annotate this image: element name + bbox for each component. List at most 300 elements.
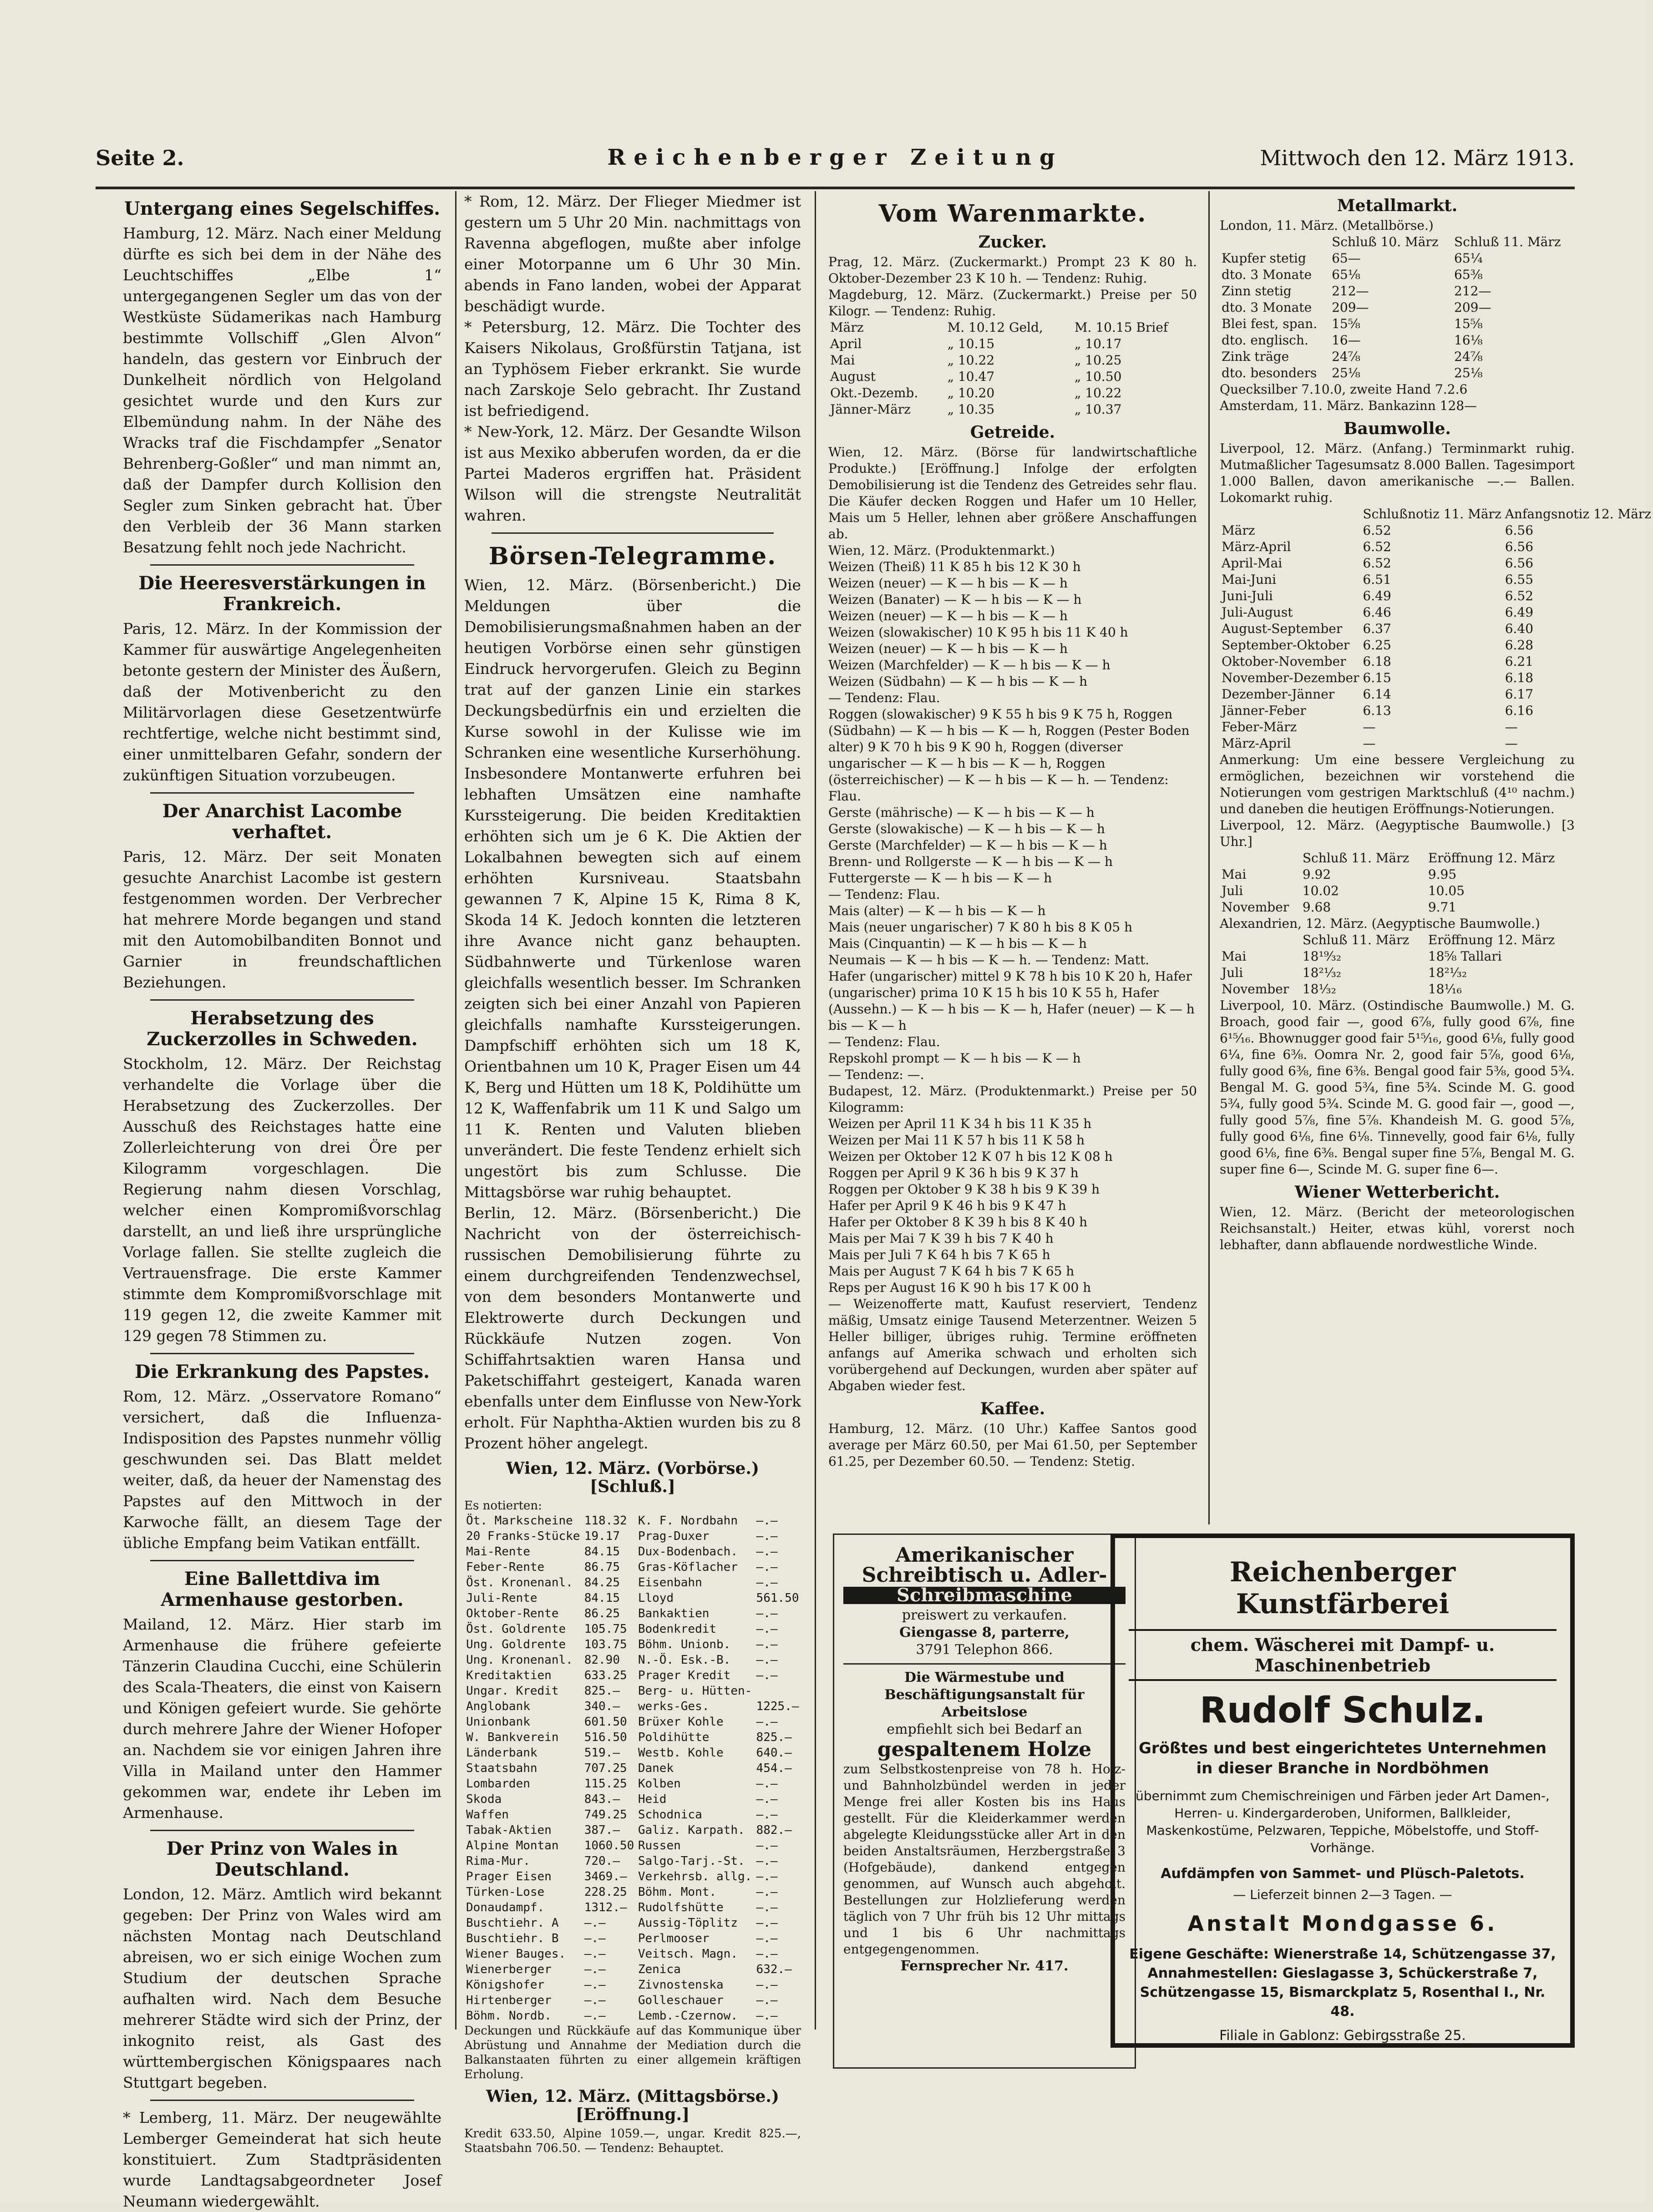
list-item: Weizen (Banater) — K — h bis — K — h [828,592,1082,607]
table-row [464,1869,801,1884]
table-row [1220,267,1575,283]
table-cell: Galiz. Karpath. [638,1823,745,1837]
table-cell: —.— [756,1529,778,1543]
table-row [464,1668,801,1683]
table-cell: Lombarden [466,1777,530,1791]
table-cell: Zinn stetig [1222,283,1292,299]
table-cell: Mai [1222,949,1247,964]
table-cell: Bodenkredit [638,1622,717,1636]
table-row [1220,866,1575,883]
table-cell: Danek [638,1762,674,1775]
table-cell: —.— [756,1514,778,1528]
table-cell: — [1363,719,1376,734]
table-row [1220,735,1653,752]
article-headline: Eine Ballettdiva im Armenhause gestorben. [161,1568,404,1610]
table-cell: Kreditaktien [466,1669,552,1682]
list-item: — Tendenz: —. [828,1067,924,1082]
table-cell: Öst. Kronenanl. [466,1576,573,1589]
table-cell: Alpine Montan [466,1839,559,1853]
table-cell: 633.25 [584,1669,627,1682]
ad-line: Amerikanischer [895,1544,1074,1567]
table-cell: Brüxer Kohle [638,1715,724,1729]
market-text: Alexandrien, 12. März. (Aegyptische Baumwolle.) [1220,916,1540,931]
table-cell: —.— [584,1978,606,1992]
table-row [464,1761,801,1776]
table-cell: Oktober-November [1222,654,1346,669]
table-cell: „ 10.20 [947,385,995,400]
table-cell: 6.18 [1505,670,1534,685]
table-cell: Öt. Markscheine [466,1514,573,1528]
table-cell: 6.14 [1363,687,1391,702]
table-cell: 9.71 [1428,900,1457,915]
table-row [464,1559,801,1575]
table-row [1220,332,1575,349]
table-cell: Tabak-Aktien [466,1823,552,1837]
subsection-headline: Wiener Wetterbericht. [1294,1183,1500,1202]
table-cell: Prager Kredit [638,1669,731,1682]
table-cell: 749.25 [584,1808,627,1822]
table-cell: Okt.-Dezemb. [830,385,918,400]
table-cell: 6.49 [1363,588,1391,603]
table-cell: Skoda [466,1792,502,1806]
table-cell: —.— [756,1994,778,2007]
column-header: Schluß 10. März [1332,234,1439,249]
table-cell: 516.50 [584,1731,627,1744]
cotton-table [1220,506,1653,752]
list-item: Mais per Juli 7 K 64 h bis 7 K 65 h [828,1247,1050,1262]
ad-line: Filiale in Gablonz: Gebirgsstraße 25. [1219,2028,1466,2044]
table-row [1220,981,1575,997]
table-cell: 1060.50 [584,1839,634,1853]
table-cell: Böhm. Unionb. [638,1638,731,1651]
subsection-headline: Getreide. [970,423,1055,442]
table-row [464,1513,801,1529]
table-cell: 25⅛ [1332,365,1360,380]
table-row [464,1792,801,1807]
table-cell: Mai-Rente [466,1545,530,1559]
table-cell: 19.17 [584,1529,620,1543]
table-cell: werks-Ges. [638,1700,710,1713]
table-cell: —.— [756,1669,778,1682]
table-cell: 6.49 [1505,605,1534,620]
column-3 [828,191,1210,1524]
table-cell: — [1363,736,1376,751]
table-cell: „ 10.50 [1074,369,1122,384]
table-cell: „ 10.15 [947,336,995,351]
table-cell: dto. 3 Monate [1222,267,1312,282]
article-text: Stockholm, 12. März. Der Reichstag verhandelte die Vorlage über die Herabsetzung des Zuckerzolles. Der Ausschuß des Reichstages hatte eine Zollerleichterung von drei Öre per Kilogramm vorgeschlagen. Die Regierung nahm diesen Vorschlag, welcher einen Kompromißvorschlag darstellt, an und ließ ihre ursprüngliche Vorlage fallen. Sie stellte zugleich die Vertrauensfrage. Die erste Kammer stimmte dem Kompromißvorschlage mit 119 gegen 12, die zweite Kammer mit 129 gegen 78 Stimmen zu. [123,1055,441,1345]
table-cell: 340.— [584,1700,620,1713]
table-cell: 825.— [584,1684,620,1698]
table-cell: 228.25 [584,1885,627,1899]
article-text: Mailand, 12. März. Hier starb im Armenhause die frühere gefeierte Tänzerin Claudina Cucchi, eine Schülerin des Scala-Theaters, die einst von Kaisern und Königen gefeiert wurde. Sie gehörte durch mehrere Jahre der Wiener Hofoper an. Nachdem sie vor einigen Jahren ihre Villa in Mailand unter den Hammer gekommen war, endete ihr Leben im Armenhause. [123,1615,441,1822]
table-cell: 10.02 [1302,883,1339,898]
table-row [1220,965,1575,981]
table-cell: 86.25 [584,1607,620,1620]
table-cell: 825.— [756,1731,792,1744]
table-cell: W. Bankverein [466,1731,559,1744]
table-cell: —.— [584,1916,606,1930]
table-cell: dto. 3 Monate [1222,300,1312,315]
table-row [1220,572,1653,588]
table-cell: 15⅝ [1454,316,1483,331]
table-row [1220,316,1575,332]
table-row [464,1838,801,1853]
issue-date: Mittwoch den 12. März 1913. [1260,146,1575,170]
column-4 [1220,191,1652,1524]
table-cell: 6.55 [1505,572,1534,587]
table-row [1220,883,1575,899]
table-cell: —.— [756,1622,778,1636]
table-cell: November-Dezember [1222,670,1359,685]
table-cell: 18²¹⁄₃₂ [1302,965,1342,980]
table-cell: Westb. Kohle [638,1746,724,1760]
ad-line: — Lieferzeit binnen 2—3 Tagen. — [1233,1887,1452,1902]
table-cell: Aussig-Töplitz [638,1916,738,1930]
table-cell: 6.51 [1363,572,1391,587]
table-cell: — [1505,736,1518,751]
table-cell: Kolben [638,1777,681,1791]
table-cell: Eisenbahn [638,1576,702,1589]
table-row [464,1714,801,1730]
list-item: Weizen (neuer) — K — h bis — K — h [828,608,1068,623]
column-header: Eröffnung 12. März [1428,932,1555,947]
table-cell: 18¹⁄₃₂ [1302,982,1336,997]
list-item: Weizen (neuer) — K — h bis — K — h [828,641,1068,656]
table-cell: 601.50 [584,1715,627,1729]
table-cell: Prag-Duxer [638,1529,710,1543]
table-cell: April-Mai [1222,556,1283,571]
news-brief: * New-York, 12. März. Der Gesandte Wilson ist aus Mexiko abberufen worden, da er die Partei Maderos ergriffen hat. Präsident Wilson will die strengste Neutralität wahren. [464,423,801,524]
subsection-headline: Metallmarkt. [1337,196,1458,215]
table-cell: 65⅛ [1332,267,1360,282]
ad-line: preiswert zu verkaufen. [902,1607,1067,1623]
article-text: Kredit 633.50, Alpine 1059.—, ungar. Kredit 825.—, Staatsbahn 706.50. — Tendenz: Behauptet. [464,2127,801,2155]
table-row [1220,588,1653,604]
table-cell: 6.46 [1363,605,1391,620]
table-cell: 632.— [756,1963,792,1976]
list-item: Neumais — K — h bis — K — h. — Tendenz: Matt. [828,952,1150,967]
table-cell: —.— [756,1947,778,1961]
table-cell: 65⅜ [1454,267,1483,282]
table-cell: —.— [584,1932,606,1945]
table-row [1220,365,1575,381]
table-cell: Dezember-Jänner [1222,687,1335,702]
table-cell: 24⅞ [1454,349,1483,364]
table-cell: —.— [756,1978,778,1992]
table-cell: Schodnica [638,1808,702,1822]
table-row [464,1993,801,2008]
table-row [464,1931,801,1946]
table-cell: —.— [584,1947,606,1961]
column-header: Eröffnung 12. März [1428,850,1555,866]
table-row [464,1745,801,1761]
article-headline: Die Heeresverstärkungen in Frankreich. [138,572,426,615]
ad-line: Schreibtisch u. Adler- [862,1564,1107,1587]
table-cell: „ 10.37 [1074,402,1122,417]
table-cell: „ 10.22 [1074,385,1122,400]
table-row [1220,250,1575,267]
table-cell: Dux-Bodenbach. [638,1545,738,1559]
article-headline: Untergang eines Segelschiffes. [124,198,441,219]
list-item: Weizen (slowakischer) 10 K 95 h bis 11 K 40 h [828,625,1128,640]
table-cell: Böhm. Nordb. [466,2009,552,2023]
subsection-headline: Baumwolle. [1344,419,1451,438]
table-row [1220,283,1575,299]
table-cell: 16— [1332,333,1361,348]
column-header: Schluß 11. März [1454,234,1561,249]
table-cell: —.— [756,1870,778,1883]
table-row [464,1699,801,1714]
section-headline: Börsen-Telegramme. [488,542,777,570]
table-cell: Öst. Goldrente [466,1622,566,1636]
table-cell: —.— [756,1545,778,1559]
ad-line: zum Selbstkostenpreise von 78 h. Holz- und Bahnholzbündel werden in jeder Menge frei aller Kosten bis ins Haus gestellt. Für die Kleiderkammer werden abgelegte Kleidungsstücke aller Art in den beiden Anstaltsräumen, Herzbergstraße 3 (Hofgebäude), dankend entgegen genommen, auf Wunsch auch abgeholt. Bestellungen zur Holzlieferung werden täglich von 7 Uhr früh bis 12 Uhr mittags und 1 bis 6 Uhr nachmittags entgegengenommen. [843,1762,1126,1957]
table-cell: Hirtenberger [466,1994,552,2007]
table-cell: 9.68 [1302,900,1331,915]
table-cell: 20 Franks-Stücke [466,1529,580,1543]
table-cell: Juni-Juli [1222,588,1273,603]
table-row [464,1683,801,1699]
table-row [464,1946,801,1962]
market-text: Prag, 12. März. (Zuckermarkt.) Prompt 23 K 80 h. Oktober-Dezember 23 K 10 h. — Tendenz: Ruhig. [828,254,1197,286]
table-cell: 6.56 [1505,556,1534,571]
market-text: Anmerkung: Um eine bessere Vergleichung zu ermöglichen, bezeichnen wir vorstehend die Notierungen vom gestrigen Marktschluß (4¹⁰ nachm.) und daneben die heutigen Eröffnungs-Notierungen. [1220,752,1575,816]
table-row [1220,719,1653,735]
table-cell: 15⅝ [1332,316,1360,331]
list-item: Mais per Mai 7 K 39 h bis 7 K 40 h [828,1231,1054,1246]
list-item: Mais (alter) — K — h bis — K — h [828,903,1046,918]
table-cell: 1225.— [756,1700,799,1713]
divider [150,2100,414,2101]
market-text: Budapest, 12. März. (Produktenmarkt.) Preise per 50 Kilogramm: [828,1083,1197,1115]
list-item: Hafer per April 9 K 46 h bis 9 K 47 h [828,1198,1066,1213]
table-row [1220,604,1653,621]
article-text: Wien, 12. März. (Börsenbericht.) Die Meldungen über die Demobilisierungsmaßnahmen haben an der heutigen Vorbörse einen sehr günstigen Eindruck hervorgerufen. Gleich zu Beginn trat auf der ganzen Linie ein starkes Deckungsbedürfnis ein und erzielten die Kurse sowohl in der Kulisse wie im Schranken eine wesentliche Kurserhöhung. Insbesondere Montanwerte erfuhren bei lebhaften Umsätzen eine namhafte Kurssteigerung. Die beiden Kreditaktien erhöhten sich um je 6 K. Die Aktien der Lokalbahnen bewegten sich auf einem erhöhten Kursniveau. Staatsbahn gewannen 7 K, Alpine 15 K, Rima 8 K, Skoda 14 K. Jedoch konnten die letzteren ihre Avance nicht ganz behaupten. Südbahnwerte und Türkenlose waren gleichfalls wesentlich besser. Im Schranken zeigten sich bei einer Anzahl von Papieren gleichfalls namhafte Kurssteigerungen. Dampfschiff erhöhten sich um 18 K, Orientbahnen um 10 K, Prager Eisen um 44 K, Berg und Hütten um 18 K, Poldihütte um 12 K, Waffenfabrik um 11 K und Salgo um 11 K. Renten und Valuten blieben unverändert. Die feste Tendenz erhielt sich ungestört bis zum Schlusse. Die Mittagsbörse war ruhig behauptet. [464,576,801,1201]
table-row [828,385,1197,401]
list-item: Weizen (Marchfelder) — K — h bis — K — h [828,658,1110,673]
table-cell: —.— [756,1792,778,1806]
ad-line: Schreibmaschine [843,1587,1126,1604]
table-cell: Prager Eisen [466,1870,552,1883]
table-row [464,1637,801,1652]
ad-line: Eigene Geschäfte: Wienerstraße 14, Schützengasse 37, Annahmestellen: Gieslagasse 3, Schückerstraße 7, Schützengasse 15, Bismarckplatz 5, Rosenthal I., Nr. 48. [1129,1946,1556,2020]
list-item: Mais (Cinquantin) — K — h bis — K — h [828,936,1087,951]
table-cell: M. 10.15 Brief [1074,320,1168,335]
table-cell: —.— [756,1901,778,1914]
table-cell: Waffen [466,1808,509,1822]
table-row [1220,899,1575,916]
table-cell [755,1683,801,1699]
table-cell: „ 10.47 [947,369,995,384]
table-row [464,1590,801,1606]
ad-address: Anstalt Mondgasse 6. [1187,1911,1498,1936]
table-cell: 84.15 [584,1591,620,1605]
ad-subtitle: chem. Wäscherei mit Dampf- u. Maschinenbetrieb [1129,1629,1557,1681]
table-cell: „ 10.25 [1074,353,1122,368]
table-cell: Poldihütte [638,1731,710,1744]
table-title: Wien, 12. März. (Mittagsbörse.) [Eröffnung.] [486,2087,779,2124]
table-cell: —.— [756,1854,778,1868]
table-cell: 3469.— [584,1870,627,1883]
table-cell: 640.— [756,1746,792,1760]
ad-line: übernimmt zum Chemischreinigen und Färben jeder Art Damen-, Herren- u. Kindergarderoben, Uniformen, Ballkleider, Maskenkostüme, Pelzwaren, Teppiche, Möbelstoffe, und Stoff-Vorhänge. [1136,1788,1550,1855]
list-item: — Tendenz: Flau. [828,1034,940,1049]
table-cell: Mai-Juni [1222,572,1277,587]
table-cell: —.— [756,1576,778,1589]
table-cell: dto. besonders [1222,365,1317,380]
table-row [1220,539,1653,555]
table-cell: 86.75 [584,1560,620,1574]
table-row [464,1915,801,1931]
table-cell: Blei fest, span. [1222,316,1318,331]
table-row [1220,703,1653,719]
table-cell: Ungar. Kredit [466,1684,559,1698]
table-cell: 6.56 [1505,523,1534,538]
market-text: Wien, 12. März. (Bericht der meteorologischen Reichsanstalt.) Heiter, etwas kühl, vorerst noch lebhafter, dann abflauende nordwestliche Winde. [1220,1205,1575,1252]
article-headline: Die Erkrankung des Papstes. [134,1361,430,1382]
divider [150,564,414,566]
table-cell: 843.— [584,1792,620,1806]
table-cell: Feber-März [1222,719,1297,734]
table-row [464,1652,801,1668]
table-cell: 82.90 [584,1653,620,1667]
table-cell: 882.— [756,1823,792,1837]
table-cell: Ung. Kronenanl. [466,1653,573,1667]
table-row [464,1575,801,1590]
ad-line: Giengasse 8, parterre, [899,1625,1070,1640]
table-row [1220,948,1575,965]
newspaper-title: Reichenberger Zeitung [607,145,1063,170]
table-cell: 6.52 [1363,523,1391,538]
market-text: Wien, 12. März. (Börse für landwirtschaftliche Produkte.) [Eröffnung.] Infolge der erfolgten Demobilisierung ist die Tendenz des Getreides sehr flau. Die Käufer decken Roggen und Hafer um 10 Heller, Mais um 5 Heller, lehnen aber größere Anschaffungen ab. [828,445,1197,542]
table-cell: —.— [756,1607,778,1620]
table-cell: Zivnostenska [638,1978,724,1992]
table-row [1220,686,1653,703]
metal-table [1220,234,1575,381]
table-cell: „ 10.35 [947,402,995,417]
list-item: — Tendenz: Flau. [828,690,940,705]
stock-table [464,1513,801,2024]
table-cell: Verkehrsb. allg. [638,1870,752,1883]
table-row [464,1962,801,1977]
table-row [1220,349,1575,365]
table-cell: Juli [1222,965,1243,980]
table-cell: 6.16 [1505,703,1534,718]
table-title: Wien, 12. März. (Vorbörse.) [Schluß.] [506,1459,759,1496]
table-cell: 6.56 [1505,539,1534,554]
table-cell: 18⁵⁄₈ Tallari [1428,949,1502,964]
list-item: Weizen (Südbahn) — K — h bis — K — h [828,674,1088,689]
table-cell: August [830,369,876,384]
ad-line: 3791 Telephon 866. [916,1642,1053,1658]
news-brief: * Rom, 12. März. Der Flieger Miedmer ist gestern um 5 Uhr 20 Min. nachmittags von Ravenna abgeflogen, mußte aber infolge einer Motorpanne um 6 Uhr 30 Min. abends in Fano landen, wobei der Apparat beschädigt wurde. [464,192,801,315]
table-cell: 212— [1332,283,1369,299]
advertisement-desk [833,1534,1136,2069]
list-item: Futtergerste — K — h bis — K — h [828,871,1052,886]
table-cell: Feber-Rente [466,1560,545,1574]
table-row [1220,299,1575,316]
table-cell: Staatsbahn [466,1762,537,1775]
market-text: Hamburg, 12. März. (10 Uhr.) Kaffee Santos good average per März 60.50, per Mai 61.50, per September 61.25, per Dezember 60.50. — Tendenz: Stetig. [828,1421,1197,1469]
table-cell: 209— [1454,300,1491,315]
table-cell: —.— [756,1932,778,1945]
table-cell: —.— [584,1963,606,1976]
budapest-list [828,1116,1197,1296]
market-text: Magdeburg, 12. März. (Zuckermarkt.) Preise per 50 Kilogr. — Tendenz: Ruhig. [828,287,1197,319]
table-cell: Berg- u. Hütten- [638,1684,752,1698]
table-row [464,1529,801,1544]
page-header [96,137,1575,189]
column-1 [123,191,456,2210]
table-cell: —.— [756,2009,778,2023]
table-cell: 25⅛ [1454,365,1483,380]
column-header: Schluß 11. März [1302,850,1410,866]
table-cell: 1312.— [584,1901,627,1914]
table-row [464,2008,801,2024]
table-cell: Buschtiehr. B [466,1932,559,1945]
table-cell: Mai [830,353,855,368]
table-cell: 212— [1454,283,1491,299]
table-cell: 103.75 [584,1638,627,1651]
table-cell: Juli-August [1222,605,1293,620]
table-cell: November [1222,982,1289,997]
table-cell: 84.15 [584,1545,620,1559]
table-cell: 9.95 [1428,867,1457,882]
article-text: Paris, 12. März. Der seit Monaten gesuchte Anarchist Lacombe ist gestern festgenommen worden. Der Verbrecher hat mehrere Morde begangen und stand mit den Automobilbanditen Bonnot und Garnier in freundschaftlichen Beziehungen. [123,848,441,991]
subsection-headline: Zucker. [978,233,1047,252]
table-cell: 6.18 [1363,654,1391,669]
table-cell: Golleschauer [638,1994,724,2007]
ad-line: gespaltenem Holze [877,1738,1092,1761]
table-row [464,1900,801,1915]
table-cell: September-Oktober [1222,638,1350,653]
market-text: Quecksilber 7.10.0, zweite Hand 7.2.6 [1220,382,1468,397]
table-cell: Salgo-Tarj.-St. [638,1854,745,1868]
table-cell: K. F. Nordbahn [638,1514,738,1528]
table-row [464,1977,801,1993]
table-cell: 6.40 [1505,621,1534,636]
table-row [464,1853,801,1869]
table-cell: 6.25 [1363,638,1391,653]
column-header: Anfangsnotiz 12. März [1505,506,1652,521]
table-cell: „ 10.22 [947,353,995,368]
table-cell: Mai [1222,867,1247,882]
list-item: Gerste (Marchfelder) — K — h bis — K — h [828,838,1107,853]
table-row [1220,522,1653,539]
article-text: * Lemberg, 11. März. Der neugewählte Lemberger Gemeinderat hat sich heute konstituiert. Zum Stadtpräsidenten wurde Landtagsabgeordneter Josef Neumann wiedergewählt. [123,2109,441,2210]
table-cell: Buschtiehr. A [466,1916,559,1930]
market-text: Amsterdam, 11. März. Bankazinn 128— [1220,398,1477,413]
market-text: Liverpool, 12. März. (Aegyptische Baumwolle.) [3 Uhr.] [1220,818,1575,849]
table-row [828,401,1197,418]
list-item: Hafer (ungarischer) mittel 9 K 78 h bis 10 K 20 h, Hafer (ungarischer) prima 10 K 15 h bis 10 K 55 h, Hafer (Aussehn.) — K — h bis — K — h, Hafer (neuer) — K — h bis — K — h [828,969,1195,1033]
table-cell: Perlmooser [638,1932,710,1945]
list-item: Mais (neuer ungarischer) 7 K 80 h bis 8 K 05 h [828,920,1133,935]
article-text: Paris, 12. März. In der Kommission der Kammer für auswärtige Angelegenheiten betonte gestern der Minister des Äußern, daß der Motivenbericht zu den Militärvorlagen diese Gesetzentwürfe rechtfertige, welche nicht bestimmt sind, einer unmittelbaren Gefahr, sondern der zukünftigen Situation vorzubeugen. [123,620,441,784]
table-cell: „ 10.17 [1074,336,1122,351]
table-cell: —.— [756,1885,778,1899]
ad-line: Die Wärmestube und Beschäftigungsanstalt für Arbeitslose [884,1670,1085,1720]
table-cell: 561.50 [756,1591,799,1605]
table-cell: Rudolfshütte [638,1901,724,1914]
table-row [1220,637,1653,653]
table-cell: 16⅛ [1454,333,1483,348]
table-cell: Lemb.-Czernow. [638,2009,738,2023]
table-row [1220,670,1653,686]
table-cell: —.— [756,1916,778,1930]
table-cell: 24⅞ [1332,349,1360,364]
